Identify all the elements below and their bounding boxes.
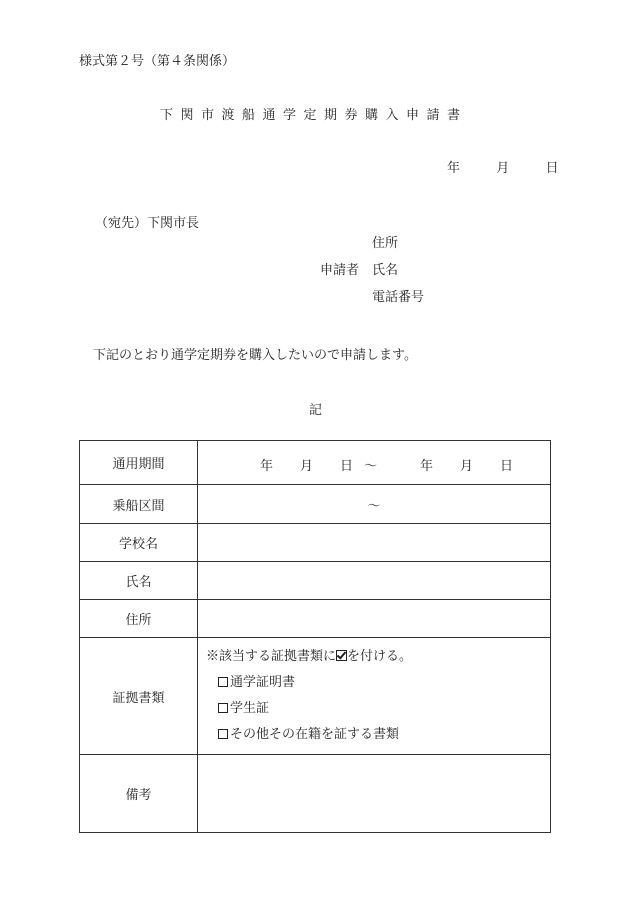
section-label: 乗船区間 bbox=[80, 485, 198, 524]
period-tilde: ～ bbox=[364, 459, 378, 474]
table-row bbox=[80, 524, 551, 562]
applicant-address-label: 住所 bbox=[372, 236, 399, 251]
period-month: 月 bbox=[300, 459, 314, 474]
period-field[interactable] bbox=[198, 441, 551, 485]
docs-item-certificate[interactable] bbox=[218, 676, 550, 702]
table-row bbox=[80, 562, 551, 600]
period-day: 日 bbox=[340, 459, 354, 474]
docs-item-other[interactable] bbox=[218, 728, 550, 754]
table-row bbox=[80, 638, 551, 755]
docs-note bbox=[206, 650, 550, 664]
name-field[interactable] bbox=[198, 562, 551, 600]
date-month: 月 bbox=[496, 161, 510, 176]
section-field[interactable] bbox=[198, 485, 551, 524]
applicant-phone-label: 電話番号 bbox=[372, 290, 425, 305]
applicant-block bbox=[320, 237, 424, 318]
date-day: 日 bbox=[545, 161, 559, 176]
address-label: 住所 bbox=[80, 600, 198, 638]
name-label: 氏名 bbox=[80, 562, 198, 600]
docs-label: 証拠書類 bbox=[80, 638, 198, 755]
table-row bbox=[80, 600, 551, 638]
docs-note-prefix: ※該当する証拠書類に bbox=[206, 649, 337, 664]
application-table bbox=[79, 440, 551, 833]
section-tilde: ～ bbox=[367, 498, 381, 514]
applicant-name-label: 氏名 bbox=[372, 263, 399, 278]
checkbox-icon[interactable] bbox=[218, 729, 228, 739]
docs-item-label: その他その在籍を証する書類 bbox=[230, 727, 400, 742]
period-month-end: 月 bbox=[460, 459, 474, 474]
docs-note-suffix: を付ける。 bbox=[347, 649, 413, 664]
checkbox-icon[interactable] bbox=[218, 703, 228, 713]
addressee: （宛先）下関市長 bbox=[95, 216, 200, 231]
period-year-end: 年 bbox=[420, 459, 434, 474]
docs-item-label: 通学証明書 bbox=[230, 675, 296, 690]
docs-item-student-id[interactable] bbox=[218, 702, 550, 728]
table-row bbox=[80, 755, 551, 833]
remarks-label: 備考 bbox=[80, 755, 198, 833]
table-row bbox=[80, 485, 551, 524]
docs-field bbox=[198, 638, 551, 755]
date-line bbox=[447, 157, 559, 176]
table-row bbox=[80, 441, 551, 485]
school-label: 学校名 bbox=[80, 524, 198, 562]
checkbox-icon[interactable] bbox=[218, 677, 228, 687]
form-number: 様式第２号（第４条関係） bbox=[79, 54, 236, 69]
applicant-phone-row bbox=[320, 291, 424, 318]
remarks-field[interactable] bbox=[198, 755, 551, 833]
school-field[interactable] bbox=[198, 524, 551, 562]
document-title: 下関市渡船通学定期券購入申請書 bbox=[160, 108, 468, 123]
address-field[interactable] bbox=[198, 600, 551, 638]
period-label: 通用期間 bbox=[80, 441, 198, 485]
checked-box-icon bbox=[336, 650, 347, 661]
applicant-name-row bbox=[320, 264, 424, 291]
docs-item-label: 学生証 bbox=[230, 701, 270, 716]
ki-heading: 記 bbox=[309, 403, 323, 418]
period-day-end: 日 bbox=[500, 459, 514, 474]
date-year: 年 bbox=[447, 161, 461, 176]
applicant-role: 申請者 bbox=[320, 263, 360, 278]
applicant-address-row bbox=[320, 237, 424, 264]
intro-text: 下記のとおり通学定期券を購入したいので申請します。 bbox=[93, 348, 417, 363]
period-year: 年 bbox=[260, 459, 274, 474]
